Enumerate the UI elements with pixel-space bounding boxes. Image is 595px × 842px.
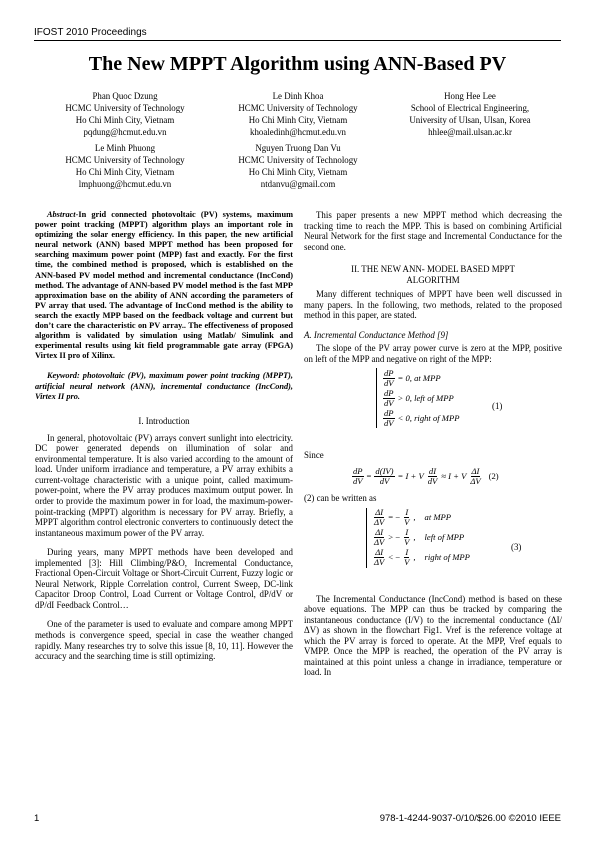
author-org: HCMC University of Technology: [65, 103, 185, 113]
author-email: pqdung@hcmut.edu.vn: [83, 127, 167, 137]
eq1-number: (1): [492, 401, 503, 412]
author-email: khoaledinh@hcmut.edu.vn: [250, 127, 346, 137]
author-name: Nguyen Truong Dan Vu: [255, 143, 341, 153]
section-2-heading-line1: II. THE NEW ANN- MODEL BASED MPPT: [351, 264, 515, 275]
abstract-label: Abstract-: [47, 210, 79, 219]
author-org: HCMC University of Technology: [65, 155, 185, 165]
author-email: hhlee@mail.ulsan.ac.kr: [428, 127, 512, 137]
equation-2: $\frac{dP}{dV}$ = $\frac{d(IV)}{dV}$ = I + V $\frac{dI}{dV}$ ≈ I + V $\frac{\Delta I}{\Delta V}$ (2): [353, 465, 499, 486]
author-name: Le Minh Phuong: [94, 143, 156, 153]
author-org: HCMC University of Technology: [238, 103, 358, 113]
can-be-written-text: (2) can be written as: [304, 493, 377, 504]
since-text: Since: [304, 450, 324, 461]
author-city: Ho Chi Minh City, Vietnam: [248, 167, 348, 177]
copyright-line: 978-1-4244-9037-0/10/$26.00 ©2010 IEEE: [379, 813, 561, 824]
page-number: 1: [34, 813, 40, 824]
subsection-a-heading: A. Incremental Conductance Method [9]: [304, 329, 449, 340]
author-4: [45, 142, 205, 190]
section-2-heading-line2: ALGORITHM: [406, 275, 460, 286]
author-name: Le Dinh Khoa: [272, 91, 324, 101]
author-name: Hong Hee Lee: [444, 91, 496, 101]
paper-title: The New MPPT Algorithm using ANN-Based PV: [88, 53, 507, 75]
author-city: University of Ulsan, Ulsan, Korea: [409, 115, 531, 125]
header-rule: [34, 40, 561, 41]
incond-paragraph: The Incremental Conductance (IncCond) method is based on these above equations. The MPP can thus be tracked by comparing the instantaneous conductance (I/V) to the incremental conductance (ΔI/ΔV) as shown in the flowchart Fig1. Vref is the reference voltage at which the PV array is forced to operate. At the MPP, Vref equals to VMPP. Once the MPP is reached, the operation of the PV array is maintained at this point unless a change in irradiance, temperature or load. In: [304, 593, 562, 678]
left-column: [35, 210, 293, 662]
author-org: School of Electrical Engineering,: [410, 103, 530, 113]
keywords: Keyword: photovoltaic (PV), maximum power point tracking (MPPT), artificial neural network (ANN), incremental conductance (IncCond), Virtex II pro.: [35, 371, 293, 401]
intro-paragraph-1: In general, photovoltaic (PV) arrays convert sunlight into electricity. DC power generated depends on illumination of solar and environmental temperature. It is also varied according to the amount of load. Under uniform irradiance and temperature, a PV array exhibits a current-voltage characteristic with a unique point, called maximum-power-point, where the PV array produces maximum output power. In order to provide the maximum power in for load, the maximum-power-point-tracking (MPPT) algorithm is necessary for PV array. Briefly, a MPPT algorithm control electronic converters to continuously detect the instantaneous maximum power of the PV array.: [35, 432, 293, 538]
equation-1: $\frac{dP}{dV}$ = 0, at MPP $\frac{dP}{dV}$ > 0, left of MPP $\frac{dP}{dV}$ < 0, right of MPP (1): [376, 368, 562, 446]
author-3: [390, 90, 550, 138]
author-2: [218, 90, 378, 138]
section-2-paragraph: Many different techniques of MPPT have been well discussed in many papers. In the following, two methods, related to the proposed method in this paper, are stated.: [304, 289, 562, 321]
author-city: Ho Chi Minh City, Vietnam: [248, 115, 348, 125]
subsection-a-paragraph: The slope of the PV array power curve is zero at the MPP, positive on left of the MPP and negative on right of the MPP:: [304, 343, 562, 364]
author-org: HCMC University of Technology: [238, 155, 358, 165]
author-1: [45, 90, 205, 138]
running-header: IFOST 2010 Proceedings: [34, 27, 147, 38]
author-email: ntdanvu@gmail.com: [260, 179, 336, 189]
eq1-row1: = 0, at MPP: [397, 373, 441, 384]
eq3-number: (3): [511, 541, 522, 552]
section-1-heading: I. Introduction: [138, 415, 190, 426]
right-column: [304, 210, 562, 678]
abstract-text: In grid connected photovoltaic (PV) systems, maximum power point tracking (MPPT) algorithm plays an important role in optimizing the solar energy efficiency. In this paper, the new artificial neural network (ANN) based MPPT method has been proposed for searching maximum power point (MPP) fast and exactly. For the first time, the combined method is proposed, which is established on the ANN-based PV model method and incremental conductance (IncCond) method. The advantage of ANN-based PV model method is the fast MPP approximation base on the ability of ANN according the parameters of PV array that used. The advantage of IncCond method is the ability to search the exactly MPP based on the feedback voltage and current but don’t care the characteristic on PV array.. The effectiveness of proposed algorithm is validated by simulation using Matlab/ Simulink and experimental results using kit field programmable gate array (FPGA) Virtex II pro of Xilinx.: [35, 210, 293, 361]
intro-paragraph-3: One of the parameter is used to evaluate and compare among MPPT methods is convergence speed, special in case the weather changed rapidly. Many researches try to solve this issue [8, 10, 11]. However the accuracy and the searching time is still optimizing.: [35, 619, 293, 662]
eq1-row3: < 0, right of MPP: [397, 413, 460, 424]
eq3-row1: at MPP: [424, 512, 452, 523]
equation-3: $\frac{\Delta I}{\Delta V}$ = − $\frac{I}{V}$ , at MPP $\frac{\Delta I}{\Delta V}$ > − $\frac{I}{V}$ , left of MPP $\frac{\Delta I}{\Delta V}$ < − $\frac{I}{V}$ , right of MPP (3): [366, 508, 562, 588]
eq2-number: (2): [488, 470, 499, 481]
author-city: Ho Chi Minh City, Vietnam: [75, 115, 175, 125]
right-paragraph-1: This paper presents a new MPPT method which decreasing the tracking time to reach the MPP. This is based on combining Artificial Neural Network for the first stage and Incremental Conductance for the second one.: [304, 210, 562, 252]
author-5: [218, 142, 378, 190]
eq3-row3: right of MPP: [424, 552, 470, 563]
abstract: [35, 210, 293, 361]
author-city: Ho Chi Minh City, Vietnam: [75, 167, 175, 177]
intro-paragraph-2: During years, many MPPT methods have been developed and implemented [3]: Hill Climbing/P&O, Incremental Conductance, Fractional Open-Circuit Voltage or Short-Circuit Current, Fuzzy logic or Neural Network, Ripple Correlation control, Current Sweep, DC-link Capacitor Droop Control, Load Current or Voltage Control, dP/dV or dP/dI Feedback Control…: [35, 547, 293, 610]
author-name: Phan Quoc Dzung: [92, 91, 158, 101]
eq3-row2: left of MPP: [424, 532, 465, 543]
author-email: lmphuong@hcmut.edu.vn: [78, 179, 172, 189]
eq1-row2: > 0, left of MPP: [397, 393, 454, 404]
